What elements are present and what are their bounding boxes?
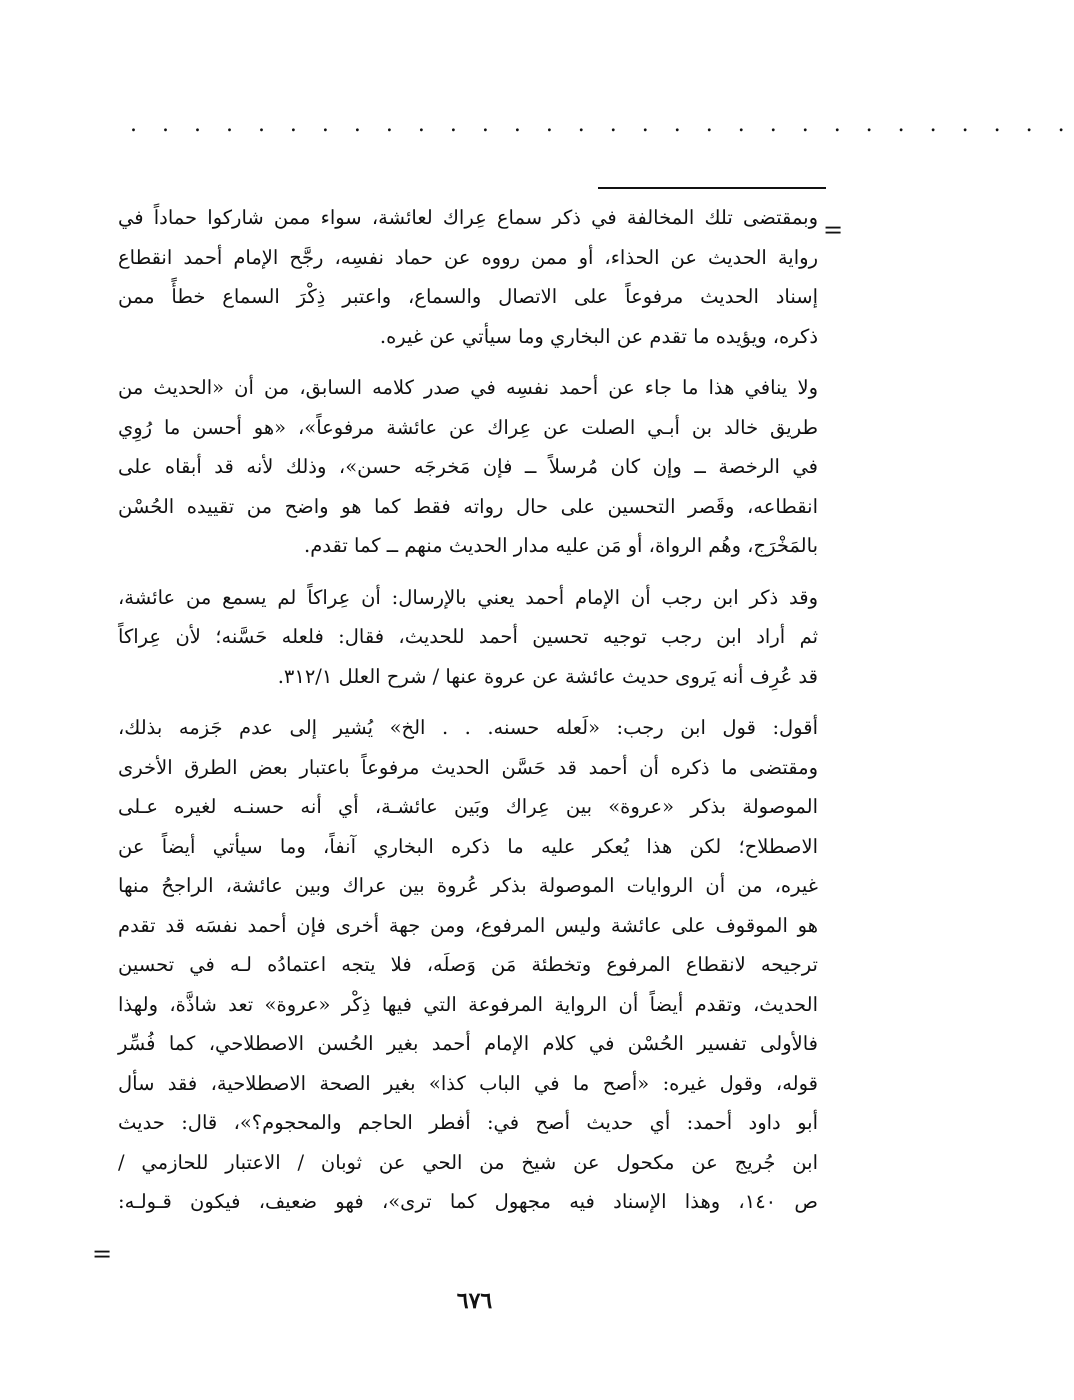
paragraph-3 (118, 578, 818, 697)
text-line: ص ١٤٠، وهذا الإسناد فيه مجهول كما ترى»، فهو ضعيف، فيكون قـولـه: (118, 1190, 819, 1213)
footnote-rule (598, 187, 826, 189)
text-line: قد عُرِف أنه يَروى حديث عائشة عن عروة عنها / شرح العلل ٣١٢/١. (277, 664, 818, 688)
text-line: ومقتضى ما ذكره أن أحمد قد حَسَّن الحديث مرفوعاً باعتبار بعض الطرق الأخرى (118, 755, 818, 779)
text-line: وقد ذكر ابن رجب أن الإمام أحمد يعني بالإرسال: أن عِراكاً لم يسمع من عائشة، (118, 585, 818, 609)
text-line: انقطاعه، وقَصر التحسين على حال رواته فقط كما هو واضح من تقييده الحُسْن (118, 494, 818, 518)
text-line: الموصولة بذكر «عروة» بين عِراك وبَين عائشـة، أي أنه حسنـه لغيره عـلى (118, 795, 818, 818)
text-line: غيره، من أن الروايات الموصولة بذكر عُروة بين عراك وبين عائشة، الراجحُ منها (118, 874, 818, 897)
paragraph-2 (118, 368, 818, 566)
text-line: ذكره، ويؤيده ما تقدم عن البخاري وما سيأتي عن غيره. (379, 324, 818, 348)
paragraph-1 (118, 198, 818, 356)
dotted-separator: . . . . . . . . . . . . . . . . . . . . . . . . . . . . . . (130, 112, 1074, 137)
text-line: وبمقتضى تلك المخالفة في ذكر سماع عِراك لعائشة، سواء ممن شاركوا حماداً في (118, 206, 818, 229)
text-line: أبو داود أحمد: أي حديث أصح في: أفطر الحاجم والمحجوم؟»، قال: حديث (118, 1111, 818, 1134)
continuation-mark-top: = (823, 216, 844, 244)
text-line: فالأولى تفسير الحُسْن في كلام الإمام أحمد بغير الحُسن الاصطلاحي، كما فُسِّر (118, 1032, 818, 1055)
text-line: الحديث، وتقدم أيضاً أن الرواية المرفوعة التي فيها ذِكْر «عروة» تعد شاذَّة، ولهذا (118, 992, 818, 1016)
text-line: رواية الحديث عن الحذاء، أو ممن رووه عن حماد نفسِه، رجَّح الإمام أحمد انقطاع (118, 245, 818, 269)
text-line: ترجيحه لانقطاع المرفوع وتخطئة مَن وَصلَه، فلا يتجه اعتمادُه لـه في تحسين (118, 953, 818, 976)
text-line: الاصطلاح؛ لكن هذا يُعكر عليه ما ذكره البخاري آنفاً، وما سيأتي أيضاً عن (118, 834, 818, 858)
footnote-body (118, 198, 818, 1222)
text-line: في الرخصة ــ وإن كان مُرسلاً ــ فإن مَخرجَه حسن»، وذلك لأنه قد أبقاه على (118, 455, 818, 478)
page-number: ٦٧٦ (456, 1288, 493, 1314)
text-line: ولا ينافي هذا ما جاء عن أحمد نفسِه في صدر كلامه السابق، من أن «الحديث من (118, 376, 818, 399)
text-line: ثم أراد ابن رجب توجيه تحسين أحمد للحديث، فقال: فلعله حَسَّنه؛ لأن عِراكاً (118, 625, 818, 648)
text-line: هو الموقوف على عائشة وليس المرفوع، ومن جهة أخرى فإن أحمد نفسَه قد تقدم (118, 913, 818, 937)
paragraph-4 (118, 708, 818, 1222)
text-line: قوله، وقول غيره: «أصح ما في الباب كذا» بغير الصحة الاصطلاحية، فقد سأل (118, 1071, 818, 1095)
text-line: إسناد الحديث مرفوعاً على الاتصال والسماع، واعتبر ذِكْرَ السماع خطأً ممن (118, 285, 818, 308)
text-line: بالمَخْرَج، وهُم الرواة، أو مَن عليه مدار الحديث منهم ــ كما تقدم. (304, 534, 818, 557)
continuation-mark-bottom: = (92, 1240, 113, 1268)
text-line: أقول: قول ابن رجب: «لَعله حسنه. . . الخ» يُشير إلى عدم جَزمه بذلك، (118, 716, 818, 739)
text-line: طريق خالد بن أبـي الصلت عن عِراك عن عائشة مرفوعاً»، «هو أحسن ما رُوِي (118, 415, 818, 439)
text-line: ابن جُريج عن مكحول عن شيخ من الحي عن ثوبان / الاعتبار للحازمي / (118, 1150, 818, 1174)
